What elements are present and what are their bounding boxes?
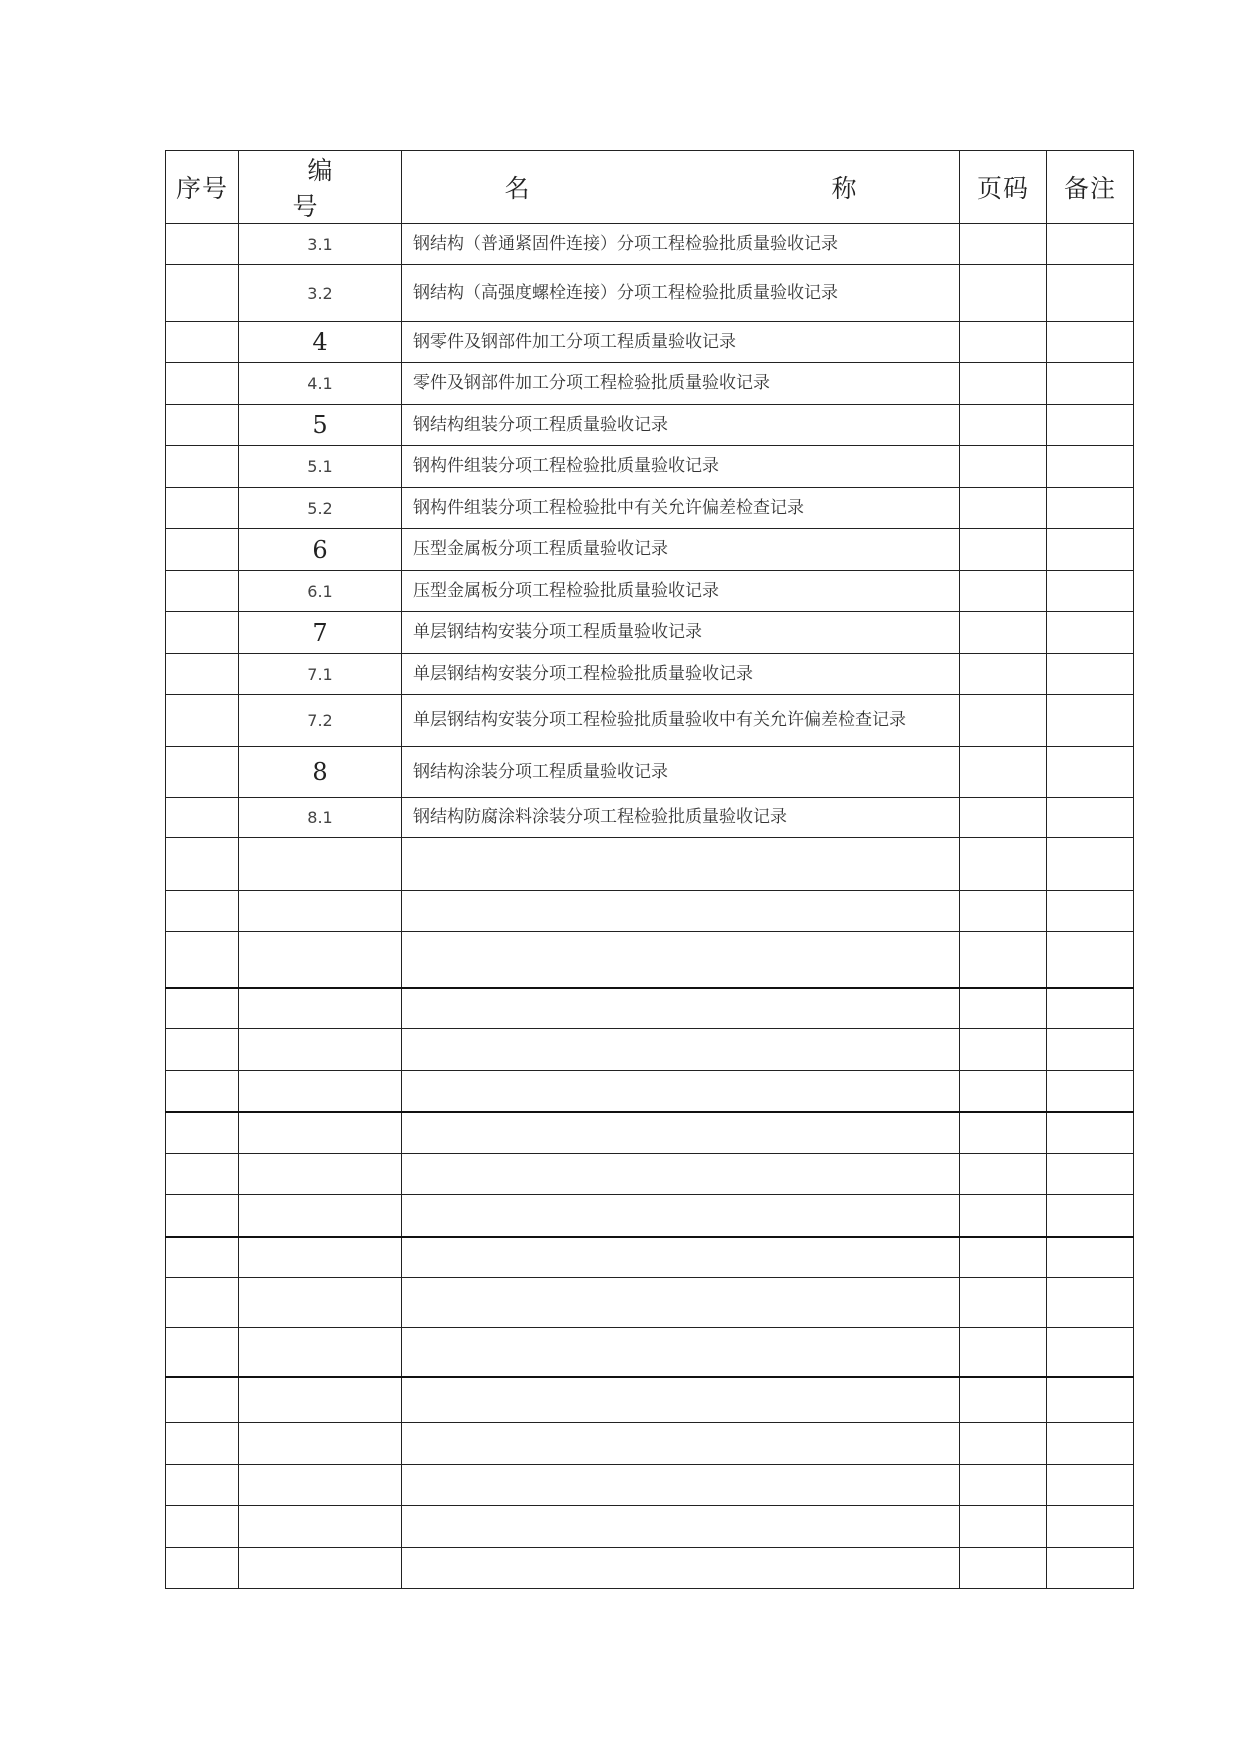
page-cell (960, 747, 1047, 798)
empty-cell (1047, 988, 1134, 1029)
empty-row (166, 1154, 1134, 1195)
empty-cell (1047, 1029, 1134, 1071)
empty-cell (960, 1465, 1047, 1506)
code-cell: 7.1 (239, 654, 402, 695)
empty-cell (960, 838, 1047, 891)
empty-cell (239, 1029, 402, 1071)
empty-cell (960, 1278, 1047, 1328)
empty-cell (166, 1195, 239, 1237)
empty-cell (1047, 1506, 1134, 1548)
empty-cell (239, 1328, 402, 1377)
empty-cell (960, 1029, 1047, 1071)
empty-cell (402, 1278, 960, 1328)
empty-cell (960, 1195, 1047, 1237)
seq-cell (166, 224, 239, 265)
table-row (166, 612, 1134, 654)
name-cell: 单层钢结构安装分项工程质量验收记录 (402, 612, 960, 654)
empty-cell (1047, 1071, 1134, 1112)
table-row (166, 446, 1134, 488)
seq-cell (166, 488, 239, 529)
name-cell: 钢结构涂装分项工程质量验收记录 (402, 747, 960, 798)
empty-cell (239, 1377, 402, 1423)
table-row (166, 405, 1134, 446)
empty-cell (166, 1071, 239, 1112)
empty-row (166, 1423, 1134, 1465)
remark-cell (1047, 224, 1134, 265)
remark-cell (1047, 529, 1134, 571)
empty-cell (402, 1071, 960, 1112)
empty-cell (239, 1071, 402, 1112)
empty-cell (402, 1195, 960, 1237)
empty-cell (166, 1237, 239, 1278)
seq-cell (166, 265, 239, 322)
empty-cell (239, 1195, 402, 1237)
remark-cell (1047, 405, 1134, 446)
empty-row (166, 891, 1134, 932)
empty-cell (960, 1423, 1047, 1465)
page-cell (960, 405, 1047, 446)
seq-cell (166, 571, 239, 612)
empty-row (166, 1071, 1134, 1112)
table-row (166, 798, 1134, 838)
name-cell: 钢结构（高强度螺栓连接）分项工程检验批质量验收记录 (402, 265, 960, 322)
page-cell (960, 654, 1047, 695)
empty-cell (1047, 1465, 1134, 1506)
empty-cell (402, 988, 960, 1029)
empty-row (166, 1112, 1134, 1154)
empty-cell (960, 932, 1047, 988)
empty-cell (1047, 1237, 1134, 1278)
seq-cell (166, 446, 239, 488)
empty-row (166, 1195, 1134, 1237)
code-cell: 3.2 (239, 265, 402, 322)
empty-cell (1047, 1154, 1134, 1195)
remark-cell (1047, 363, 1134, 405)
empty-cell (960, 1154, 1047, 1195)
empty-cell (1047, 1195, 1134, 1237)
remark-cell (1047, 654, 1134, 695)
remark-cell (1047, 488, 1134, 529)
seq-cell (166, 654, 239, 695)
empty-cell (960, 1506, 1047, 1548)
empty-cell (1047, 838, 1134, 891)
page-cell (960, 612, 1047, 654)
empty-cell (960, 988, 1047, 1029)
empty-row (166, 1506, 1134, 1548)
empty-cell (960, 891, 1047, 932)
remark-cell (1047, 322, 1134, 363)
empty-cell (960, 1328, 1047, 1377)
empty-cell (402, 1506, 960, 1548)
empty-cell (239, 988, 402, 1029)
code-cell: 7 (239, 612, 402, 654)
name-cell: 钢结构（普通紧固件连接）分项工程检验批质量验收记录 (402, 224, 960, 265)
empty-cell (239, 932, 402, 988)
empty-cell (166, 1278, 239, 1328)
page-cell (960, 224, 1047, 265)
empty-cell (402, 1328, 960, 1377)
empty-cell (166, 891, 239, 932)
empty-cell (402, 1237, 960, 1278)
table-row (166, 363, 1134, 405)
empty-cell (402, 1548, 960, 1589)
seq-cell (166, 747, 239, 798)
empty-cell (239, 1112, 402, 1154)
code-cell: 4 (239, 322, 402, 363)
empty-row (166, 838, 1134, 891)
remark-cell (1047, 265, 1134, 322)
remark-cell (1047, 695, 1134, 747)
empty-cell (1047, 891, 1134, 932)
empty-row (166, 1377, 1134, 1423)
empty-cell (166, 838, 239, 891)
empty-cell (239, 1506, 402, 1548)
empty-cell (166, 1423, 239, 1465)
empty-cell (960, 1377, 1047, 1423)
seq-cell (166, 322, 239, 363)
remark-cell (1047, 571, 1134, 612)
empty-cell (402, 932, 960, 988)
name-cell: 单层钢结构安装分项工程检验批质量验收中有关允许偏差检查记录 (402, 695, 960, 747)
empty-cell (960, 1071, 1047, 1112)
empty-cell (402, 1465, 960, 1506)
empty-cell (166, 1506, 239, 1548)
page-cell (960, 695, 1047, 747)
empty-cell (402, 1112, 960, 1154)
page-cell (960, 363, 1047, 405)
empty-cell (166, 1029, 239, 1071)
page-cell (960, 446, 1047, 488)
empty-cell (402, 1423, 960, 1465)
empty-cell (402, 891, 960, 932)
empty-cell (166, 1465, 239, 1506)
remark-cell (1047, 446, 1134, 488)
code-cell: 6.1 (239, 571, 402, 612)
empty-cell (960, 1112, 1047, 1154)
seq-cell (166, 405, 239, 446)
empty-cell (960, 1548, 1047, 1589)
name-cell: 单层钢结构安装分项工程检验批质量验收记录 (402, 654, 960, 695)
table-row (166, 322, 1134, 363)
empty-cell (239, 1278, 402, 1328)
code-cell: 3.1 (239, 224, 402, 265)
empty-cell (239, 1237, 402, 1278)
remark-cell (1047, 747, 1134, 798)
code-cell: 5.2 (239, 488, 402, 529)
header-name: 名 称 (402, 151, 960, 224)
empty-cell (166, 1328, 239, 1377)
empty-cell (166, 1112, 239, 1154)
empty-row (166, 1237, 1134, 1278)
remark-cell (1047, 798, 1134, 838)
table-row (166, 224, 1134, 265)
empty-cell (402, 1154, 960, 1195)
header-code: 编 号 (239, 151, 402, 224)
empty-cell (1047, 1423, 1134, 1465)
name-cell: 钢零件及钢部件加工分项工程质量验收记录 (402, 322, 960, 363)
page-cell (960, 488, 1047, 529)
name-cell: 钢构件组装分项工程检验批中有关允许偏差检查记录 (402, 488, 960, 529)
empty-cell (166, 1548, 239, 1589)
empty-row (166, 1465, 1134, 1506)
seq-cell (166, 363, 239, 405)
code-cell: 6 (239, 529, 402, 571)
empty-cell (166, 932, 239, 988)
code-cell: 7.2 (239, 695, 402, 747)
header-remark: 备注 (1047, 151, 1134, 224)
empty-cell (166, 1377, 239, 1423)
seq-cell (166, 798, 239, 838)
page-cell (960, 529, 1047, 571)
code-cell: 8 (239, 747, 402, 798)
name-cell: 钢构件组装分项工程检验批质量验收记录 (402, 446, 960, 488)
index-table (165, 150, 1134, 1589)
empty-cell (402, 1377, 960, 1423)
empty-row (166, 1548, 1134, 1589)
empty-cell (402, 1029, 960, 1071)
seq-cell (166, 612, 239, 654)
empty-cell (166, 1154, 239, 1195)
empty-row (166, 1029, 1134, 1071)
empty-cell (239, 1154, 402, 1195)
remark-cell (1047, 612, 1134, 654)
header-row (166, 151, 1134, 224)
code-cell: 5.1 (239, 446, 402, 488)
empty-cell (239, 891, 402, 932)
page-cell (960, 265, 1047, 322)
seq-cell (166, 695, 239, 747)
empty-cell (239, 838, 402, 891)
empty-row (166, 1278, 1134, 1328)
name-cell: 钢结构组装分项工程质量验收记录 (402, 405, 960, 446)
code-cell: 4.1 (239, 363, 402, 405)
empty-cell (1047, 932, 1134, 988)
empty-cell (1047, 1278, 1134, 1328)
empty-cell (239, 1548, 402, 1589)
empty-row (166, 1328, 1134, 1377)
seq-cell (166, 529, 239, 571)
table-row (166, 747, 1134, 798)
table-row (166, 654, 1134, 695)
empty-cell (239, 1423, 402, 1465)
table-row (166, 529, 1134, 571)
table-row (166, 571, 1134, 612)
empty-cell (1047, 1548, 1134, 1589)
empty-cell (1047, 1328, 1134, 1377)
table-row (166, 488, 1134, 529)
page-cell (960, 798, 1047, 838)
name-cell: 压型金属板分项工程检验批质量验收记录 (402, 571, 960, 612)
header-page: 页码 (960, 151, 1047, 224)
empty-cell (402, 838, 960, 891)
code-cell: 8.1 (239, 798, 402, 838)
header-seq: 序号 (166, 151, 239, 224)
empty-cell (1047, 1377, 1134, 1423)
name-cell: 零件及钢部件加工分项工程检验批质量验收记录 (402, 363, 960, 405)
empty-cell (166, 988, 239, 1029)
name-cell: 压型金属板分项工程质量验收记录 (402, 529, 960, 571)
name-cell: 钢结构防腐涂料涂装分项工程检验批质量验收记录 (402, 798, 960, 838)
empty-row (166, 988, 1134, 1029)
empty-cell (960, 1237, 1047, 1278)
page-cell (960, 571, 1047, 612)
empty-cell (239, 1465, 402, 1506)
page-cell (960, 322, 1047, 363)
table-row (166, 265, 1134, 322)
empty-cell (1047, 1112, 1134, 1154)
code-cell: 5 (239, 405, 402, 446)
empty-row (166, 932, 1134, 988)
table-row (166, 695, 1134, 747)
